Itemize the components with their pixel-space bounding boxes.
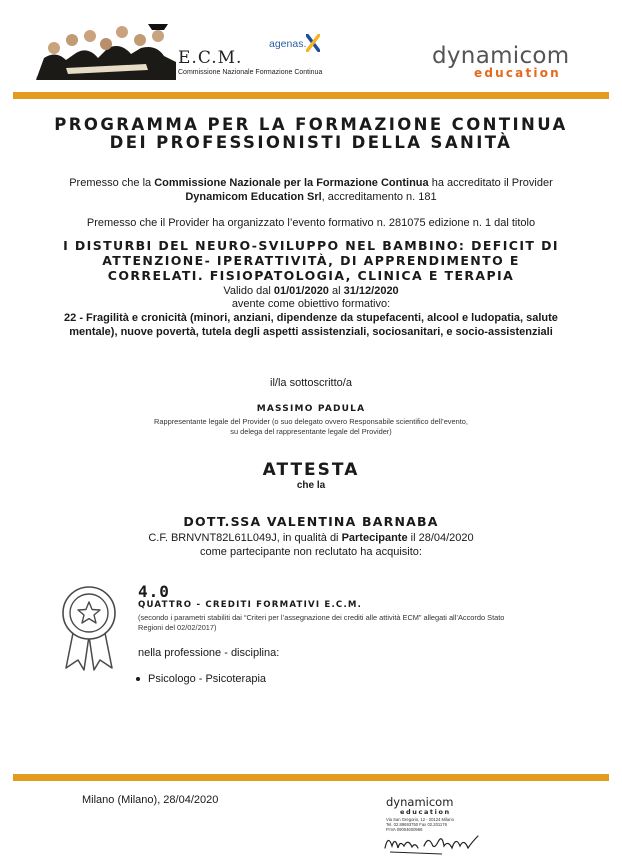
award-badge-icon xyxy=(58,580,120,672)
signatory-role-line2: su delega del rappresentante legale del Provider) xyxy=(230,427,392,436)
program-title-line2: DEI PROFESSIONISTI DELLA SANITÀ xyxy=(109,133,513,152)
stamp-brand: dynamicom xyxy=(386,795,454,809)
stamp-line2: Tel. 02.89693750 Fax 02.201176 xyxy=(386,822,447,827)
place-date: Milano (Milano), 28/04/2020 xyxy=(82,794,219,806)
event-title-line2: ATTENZIONE- IPERATTIVITÀ, DI APPRENDIMENTO E xyxy=(102,253,520,268)
stamp-sub: education xyxy=(400,808,451,816)
agenas-text: agenas. xyxy=(269,38,307,50)
dynamicom-text: dynamicom xyxy=(432,43,570,69)
participant-cf xyxy=(0,531,622,545)
participant-role: Partecipante xyxy=(341,532,408,544)
stamp-line1: Via San Gregorio, 12 - 20124 Milano xyxy=(386,817,454,822)
participant-date: il 28/04/2020 xyxy=(407,532,474,544)
premise-text-c: ha accreditato il Provider xyxy=(428,177,553,189)
credits-value: 4.0 xyxy=(138,582,170,601)
program-title-line1: PROGRAMMA PER LA FORMAZIONE CONTINUA xyxy=(54,115,568,134)
profession-bullet xyxy=(136,677,140,681)
participant-cf-text: C.F. BRNVNT82L61L049J, in qualità di xyxy=(148,532,342,544)
signatory-intro: il/la sottoscritto/a xyxy=(270,377,352,389)
premise-provider xyxy=(0,176,622,204)
participant-name: DOTT.SSA VALENTINA BARNABA xyxy=(183,514,439,529)
stamp-line3: P.IVA 09004600966 xyxy=(386,827,423,832)
premise-accreditation: , accreditamento n. 181 xyxy=(321,191,437,203)
validity-period xyxy=(0,284,622,298)
validity-to: 31/12/2020 xyxy=(343,285,399,297)
top-accent-bar xyxy=(13,92,609,99)
profession-item: Psicologo - Psicoterapia xyxy=(148,673,267,685)
signatory-name: MASSIMO PADULA xyxy=(256,404,366,414)
validity-from: 01/01/2020 xyxy=(273,285,329,297)
agenas-x-icon xyxy=(306,34,320,52)
premise-commission: Commissione Nazionale per la Formazione Continua xyxy=(154,177,429,189)
profession-label: nella professione - disciplina: xyxy=(138,647,280,659)
ecm-logo-text: E.C.M. xyxy=(178,48,243,68)
objective-line1: 22 - Fragilità e cronicità (minori, anziani, dipendenze da stupefacenti, alcool e ludopatia, salute xyxy=(64,312,558,324)
credits-note-line2: Regioni del 02/02/2017) xyxy=(138,623,217,632)
validity-text-a: Valido dal xyxy=(223,285,274,297)
dynamicom-logo xyxy=(432,44,602,84)
event-title-line3: CORRELATI. FISIOPATOLOGIA, CLINICA E TERAPIA xyxy=(107,268,515,283)
credits-words: QUATTRO - CREDITI FORMATIVI E.C.M. xyxy=(138,600,363,610)
premise-event: Premesso che il Provider ha organizzato l’evento formativo n. 281075 edizione n. 1 dal titolo xyxy=(86,217,536,229)
validity-text-b: al xyxy=(328,285,344,297)
agenas-logo xyxy=(269,34,339,58)
attesta-sub: che la xyxy=(296,480,326,491)
handwritten-signature xyxy=(382,826,486,858)
ecm-painting-image xyxy=(36,18,176,80)
signatory-role-line1: Rappresentante legale del Provider (o suo delegato ovvero Responsabile scientifico dell’evento, xyxy=(154,417,468,426)
bottom-accent-bar xyxy=(13,774,609,781)
credits-note-line1: (secondo i parametri stabiliti dai “Criteri per l’assegnazione dei crediti alle attività ECM” allegati all’Accordo Stato xyxy=(138,613,505,622)
participant-line2: come partecipante non reclutato ha acquisito: xyxy=(200,546,422,558)
event-title-line1: I DISTURBI DEL NEURO-SVILUPPO NEL BAMBINO: DEFICIT DI xyxy=(63,238,559,253)
premise-provider-name: Dynamicom Education Srl xyxy=(185,191,322,203)
premise-text-a: Premesso che la xyxy=(69,177,155,189)
attesta-heading: ATTESTA xyxy=(262,460,360,480)
objective-label: avente come obiettivo formativo: xyxy=(231,298,391,310)
dynamicom-education-text: education xyxy=(474,66,561,80)
provider-stamp xyxy=(386,796,496,860)
ecm-subtitle: Commissione Nazionale Formazione Continua xyxy=(178,69,323,76)
objective-line2: mentale), nuove povertà, tutela degli aspetti assistenziali, sociosanitari, e socio-assistenziali xyxy=(69,326,553,338)
